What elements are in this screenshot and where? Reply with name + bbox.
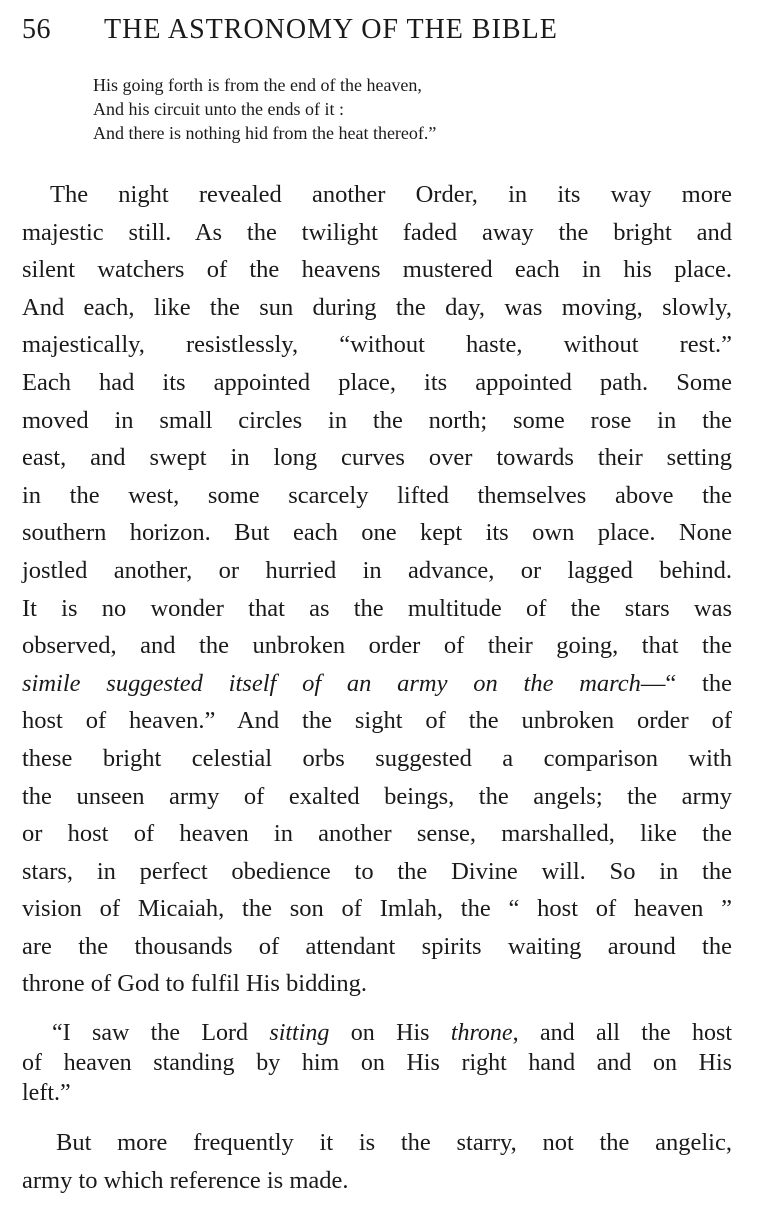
simile-italic-text: simile suggested itself of an army on the march (22, 669, 641, 697)
paragraph-line: in the west, some scarcely lifted themselves above the (22, 481, 732, 509)
paragraph-line: Each had its appointed place, its appointed path. Some (22, 368, 732, 396)
verse-line: His going forth is from the end of the heaven, (93, 75, 422, 95)
paragraph-line: host of heaven.” And the sight of the unbroken order of (22, 707, 732, 735)
paragraph-line: stars, in perfect obedience to the Divine will. So in the (22, 857, 732, 885)
paragraph-line: vision of Micaiah, the son of Imlah, the “ host of heaven ” (22, 895, 732, 923)
page-number: 56 (22, 14, 51, 45)
closing-paragraph (22, 1124, 732, 1200)
paragraph-line: these bright celestial orbs suggested a comparison with (22, 744, 732, 772)
quote-segment-italic: sitting (269, 1020, 330, 1046)
running-title: THE ASTRONOMY OF THE BIBLE (104, 14, 558, 45)
quote-segment: “I saw the Lord (52, 1020, 270, 1046)
quote-line: left.” (22, 1080, 71, 1106)
paragraph-line: southern horizon. But each one kept its own place. None (22, 519, 732, 547)
paragraph-line: moved in small circles in the north; some rose in the (22, 406, 732, 434)
verse-line: And his circuit unto the ends of it : (93, 99, 344, 119)
paragraph-line-simile (22, 665, 732, 703)
block-quotation (22, 1018, 732, 1108)
paragraph-line: the unseen army of exalted beings, the angels; the army (22, 782, 732, 810)
paragraph-line: It is no wonder that as the multitude of the stars was (22, 594, 732, 622)
paragraph-line: throne of God to fulfil His bidding. (22, 970, 368, 998)
paragraph-line: are the thousands of attendant spirits waiting around the (22, 932, 732, 960)
quote-segment: , and all the host (512, 1020, 732, 1046)
paragraph-line: observed, and the unbroken order of their going, that the (22, 632, 732, 660)
quote-line: of heaven standing by him on His right hand and on His (22, 1050, 732, 1076)
paragraph-line: majestically, resistlessly, “without haste, without rest.” (22, 331, 732, 359)
paragraph-line: or host of heaven in another sense, marshalled, like the (22, 820, 732, 848)
verse-quotation (93, 73, 436, 145)
main-paragraph (22, 176, 732, 1003)
paragraph-line: majestic still. As the twilight faded away the bright and (22, 218, 732, 246)
quote-line (22, 1018, 732, 1048)
quote-segment: on His (329, 1020, 451, 1046)
paragraph-line: But more frequently it is the starry, not the angelic, (56, 1129, 732, 1156)
paragraph-line: silent watchers of the heavens mustered each in his place. (22, 256, 732, 284)
page-header (22, 14, 742, 54)
verse-line: And there is nothing hid from the heat thereof.” (93, 123, 437, 143)
simile-rest-text: —“ the (640, 669, 732, 697)
paragraph-line: And each, like the sun during the day, was moving, slowly, (22, 293, 732, 321)
paragraph-line: army to which reference is made. (22, 1167, 349, 1194)
paragraph-line: The night revealed another Order, in its way more (50, 181, 732, 208)
paragraph-line: east, and swept in long curves over towards their setting (22, 444, 732, 472)
paragraph-line: jostled another, or hurried in advance, or lagged behind. (22, 556, 732, 584)
quote-segment-italic: throne (450, 1020, 513, 1046)
